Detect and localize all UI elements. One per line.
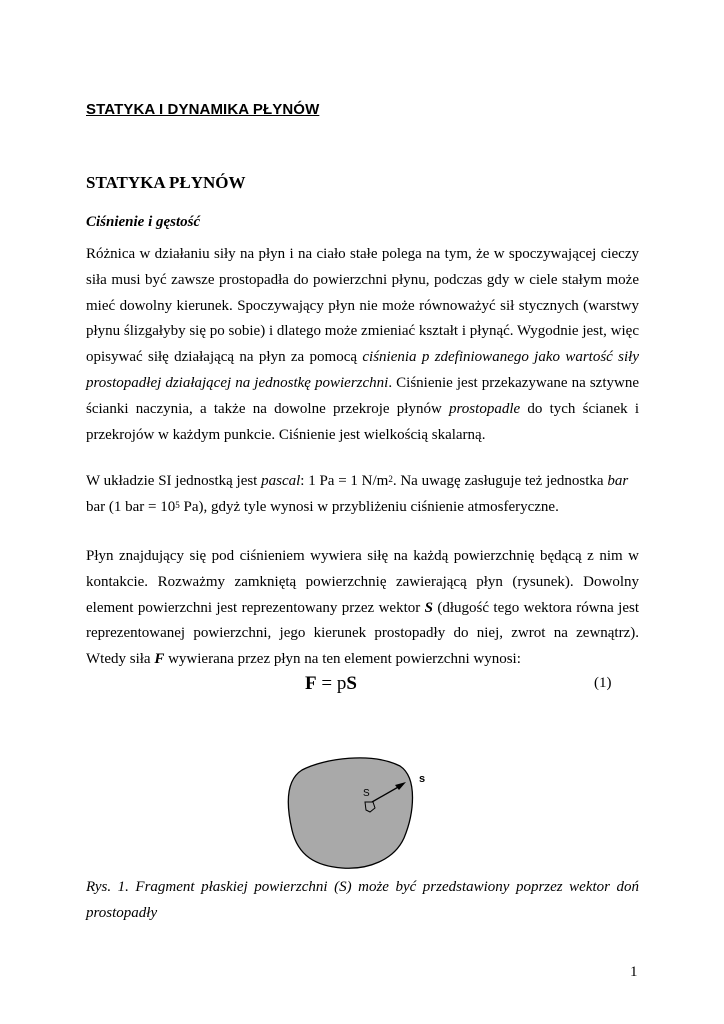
section-title: STATYKA PŁYNÓW <box>86 173 246 192</box>
p1-text-b: . Ciśnienie jest przekazywane na sztywne ścianki naczynia, a także na dowolne przekroje płynów <box>86 374 639 417</box>
p3-bold-f: F <box>154 651 165 668</box>
p3-text-b: (długość tego wektora równa jest reprezentowanej powierzchni, jego kierunek prostopadły do niej, zwrot na zewnątrz). Wtedy siła <box>86 599 640 668</box>
figure-label-s-vector: s <box>419 773 426 785</box>
p2-text-c: . Na uwagę zasługuje też jednostka <box>392 473 608 489</box>
eq-s: S <box>346 673 357 694</box>
p2-italic-bar: bar <box>607 473 629 489</box>
p1-italic-definition: ciśnienia p zdefiniowanego jako wartość siły prostopadłej działającej na jednostkę powierzchni <box>86 349 639 391</box>
main-title: STATYKA I DYNAMIKA PŁYNÓW <box>86 101 320 118</box>
p1-text-c: do tych ścianek i przekrojów w każdym punkcie. Ciśnienie jest wielkością skalarną. <box>86 400 639 443</box>
fluid-surface-blob <box>288 758 412 868</box>
equation-number: (1) <box>594 675 612 691</box>
subsection-title: Ciśnienie i gęstość <box>86 214 201 230</box>
p2-sup-5: 5 <box>175 499 180 510</box>
p2-text-b: : 1 Pa = 1 N/m <box>300 473 389 489</box>
p1-italic-perpendicular: prostopadle <box>449 400 521 417</box>
paragraph-si-units <box>86 469 639 521</box>
p2-text-e: Pa), gdyż tyle wynosi w przybliżeniu ciśnienie atmosferyczne. <box>179 498 559 515</box>
paragraph-pressure-definition <box>86 242 639 448</box>
figure-caption: Rys. 1. Fragment płaskiej powierzchni (S) może być przedstawiony poprzez wektor doń prostopadły <box>86 879 639 921</box>
p1-text-a: Różnica w działaniu siły na płyn i na ciało stałe polega na tym, że w spoczywającej cieczy siła musi być zawsze prostopadła do powierzchni płynu, podczas gdy w ciele stałym może mieć dowolny kierunek. Spoczywający płyn nie może równoważyć sił stycznych (warstwy płynu ślizgałyby się po sobie) i dlatego może zmieniać kształt i płynąć. Wygodnie jest, więc opisywać siłę działającą na płyn za pomocą <box>86 246 639 366</box>
p2-sup-2: 2 <box>388 474 393 484</box>
p2-text-a: W układzie SI jednostką jest <box>86 473 262 489</box>
page-number: 1 <box>630 964 638 980</box>
p2-italic-pascal: pascal <box>261 473 301 489</box>
eq-op: = <box>316 673 337 694</box>
eq-f: F <box>305 673 317 694</box>
figure-label-s-inside: S <box>363 788 370 799</box>
eq-p: p <box>336 673 347 694</box>
p3-text-a: Płyn znajdujący się pod ciśnieniem wywiera siłę na każdą powierzchnię będącą z nim w kontakcie. Rozważmy zamkniętą powierzchnię zawierającą płyn (rysunek). Dowolny element powierzchni jest reprezentowany przez wektor <box>86 548 639 616</box>
p3-bold-s: S <box>424 599 433 616</box>
equation-1 <box>305 673 357 695</box>
p3-text-c: wywierana przez płyn na ten element powierzchni wynosi: <box>164 651 521 668</box>
paragraph-surface-vector <box>86 544 639 673</box>
p2-text-d: bar (1 bar = 10 <box>86 498 176 515</box>
figure-surface-diagram <box>280 752 440 872</box>
